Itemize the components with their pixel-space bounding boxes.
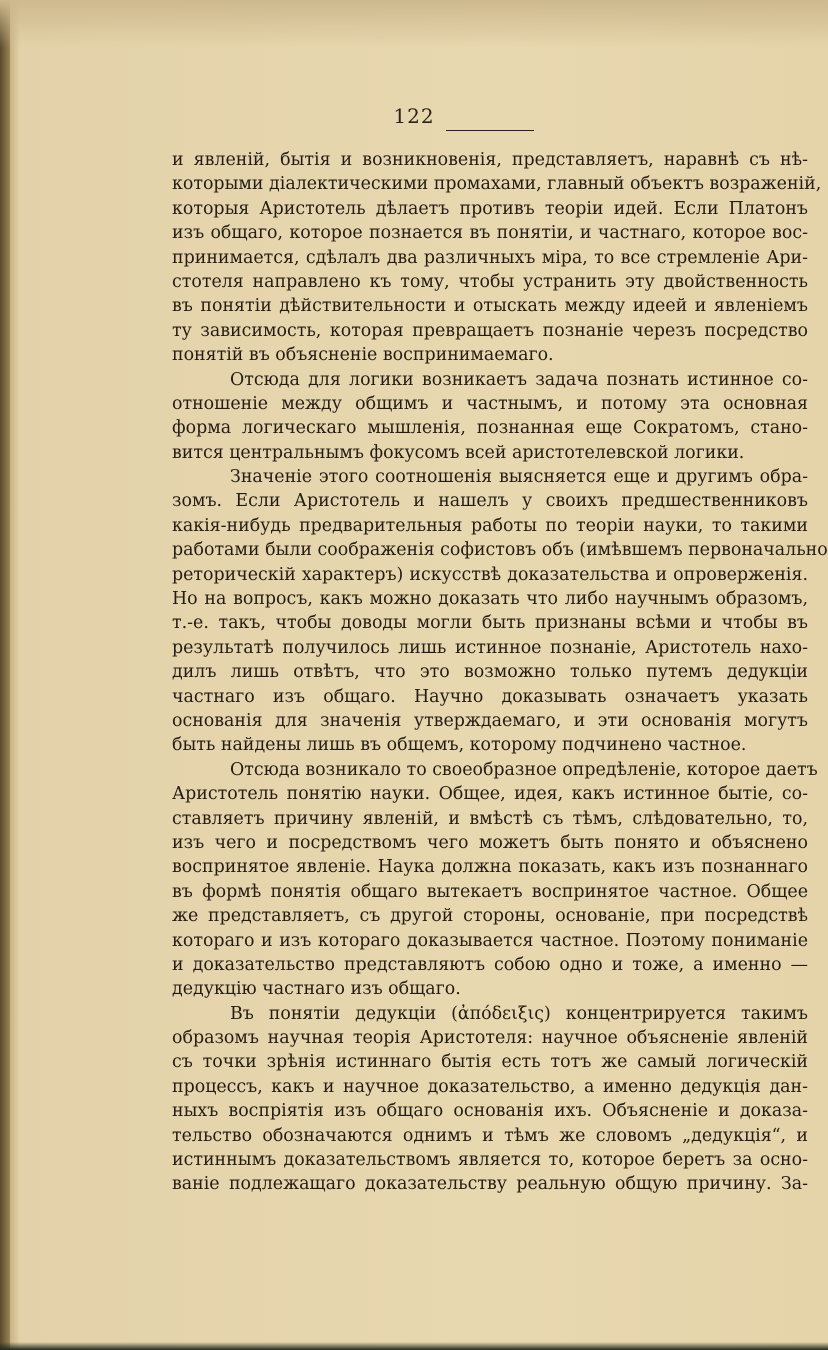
text-line: образомъ научная теорія Аристотеля: научное объясненіе явленій [172,1028,808,1049]
page-number-rule [446,130,534,131]
text-line: т.-е. такъ, чтобы доводы могли быть признаны всѣми и чтобы въ [172,613,808,634]
paragraph [172,148,822,368]
text-line: Отсюда для логики возникаетъ задача познать истинное со- [230,369,808,390]
text-line: результатѣ получилось лишь истинное познаніе, Аристотель нахо- [172,637,808,658]
text-line: и доказательство представляютъ собою одно и тоже, а именно — [172,954,808,975]
page-bottom-edge [0,1342,828,1350]
page-top-edge [0,0,828,48]
text-line: процессъ, какъ и научное доказательство, а именно дедукція дан- [172,1076,808,1097]
text-line: ныхъ воспріятія изъ общаго основанія ихъ. Объясненіе и доказа- [172,1101,808,1122]
page-number: 122 [393,104,435,128]
text-line: стотеля направлено къ тому, чтобы устранить эту двойственность [172,271,808,292]
page-binding-shadow [0,0,10,1350]
text-line: котораго и изъ котораго доказывается частное. Поэтому пониманіе [172,930,808,951]
text-line: зомъ. Если Аристотель и нашелъ у своихъ предшественниковъ [172,491,808,512]
text-line: дилъ лишь отвѣтъ, что это возможно только путемъ дедукціи [172,662,808,683]
text-line: какія-нибудь предварительныя работы по теоріи науки, то такими [172,515,808,536]
text-line: тельство обозначаются однимъ и тѣмъ же словомъ „дедукція“, и [172,1125,808,1146]
text-line: принимается, сдѣлалъ два различныхъ міра, то все стремленіе Ари- [172,247,808,268]
text-line: ту зависимость, которая превращаетъ познаніе черезъ посредство [172,320,808,341]
text-line: вится центральнымъ фокусомъ всей аристотелевской логики. [172,442,745,463]
text-line: работами были соображенія софистовъ объ (имѣвшемъ первоначально [172,540,828,561]
text-line: отношеніе между общимъ и частнымъ, и потому эта основная [172,393,808,414]
text-line: которыя Аристотель дѣлаетъ противъ теоріи идей. Если Платонъ [172,198,808,219]
text-line: съ точки зрѣнія истиннаго бытія есть тотъ же самый логическій [172,1052,808,1073]
text-line: въ понятіи дѣйствительности и отыскать между идеей и явленіемъ [172,296,808,317]
text-line: быть найдены лишь въ общемъ, которому подчинено частное. [172,735,747,756]
text-line: истиннымъ доказательствомъ является то, которое беретъ за осно- [172,1150,808,1171]
text-line: и явленій, бытія и возникновенія, представляетъ, наравнѣ съ нѣ- [172,150,808,170]
text-line: дедукцію частнаго изъ общаго. [172,979,461,1000]
text-line: же представляетъ, съ другой стороны, основаніе, при посредствѣ [172,906,808,927]
text-line: Отсюда возникало то своеобразное опредѣленіе, которое даетъ [230,759,818,780]
text-line: понятій въ объясненіе воспринимаемаго. [172,345,554,366]
text-line: въ формѣ понятія общаго вытекаетъ воспринятое частное. Общее [172,881,808,902]
text-line: изъ общаго, которое познается въ понятіи, и частнаго, которое вос- [172,223,808,244]
text-line: Значеніе этого соотношенія выясняется еще и другимъ обра- [230,467,808,488]
body-text [172,148,828,1197]
text-line: изъ чего и посредствомъ чего можетъ быть понято и объяснено [172,832,808,853]
text-line: форма логическаго мышленія, познанная еще Сократомъ, стано- [172,418,808,439]
text-line: ставляетъ причину явленій, и вмѣстѣ съ тѣмъ, слѣдовательно, то, [172,808,808,829]
text-line: частнаго изъ общаго. Научно доказывать означаетъ указать [172,686,808,707]
text-line: реторическій характеръ) искусствѣ доказательства и опроверженія. [172,564,808,585]
paragraph [172,758,818,1002]
text-line: которыми діалектическими промахами, главный объектъ возраженій, [172,174,822,195]
text-line: Въ понятіи дедукціи (ἀπόδειξις) концентрируется такимъ [230,1003,808,1024]
paragraph [172,368,808,466]
paragraph [172,1002,808,1197]
text-line: основанія для значенія утверждаемаго, и эти основанія могутъ [172,710,808,731]
text-line: воспринятое явленіе. Наука должна показать, какъ изъ познаннаго [172,857,808,878]
text-line: Но на вопросъ, какъ можно доказать что либо научнымъ образомъ, [172,589,808,610]
text-line: ваніе подлежащаго доказательству реальную общую причину. За- [172,1174,808,1195]
text-line: Аристотель понятію науки. Общее, идея, какъ истинное бытіе, со- [172,784,808,805]
paragraph [172,465,828,758]
